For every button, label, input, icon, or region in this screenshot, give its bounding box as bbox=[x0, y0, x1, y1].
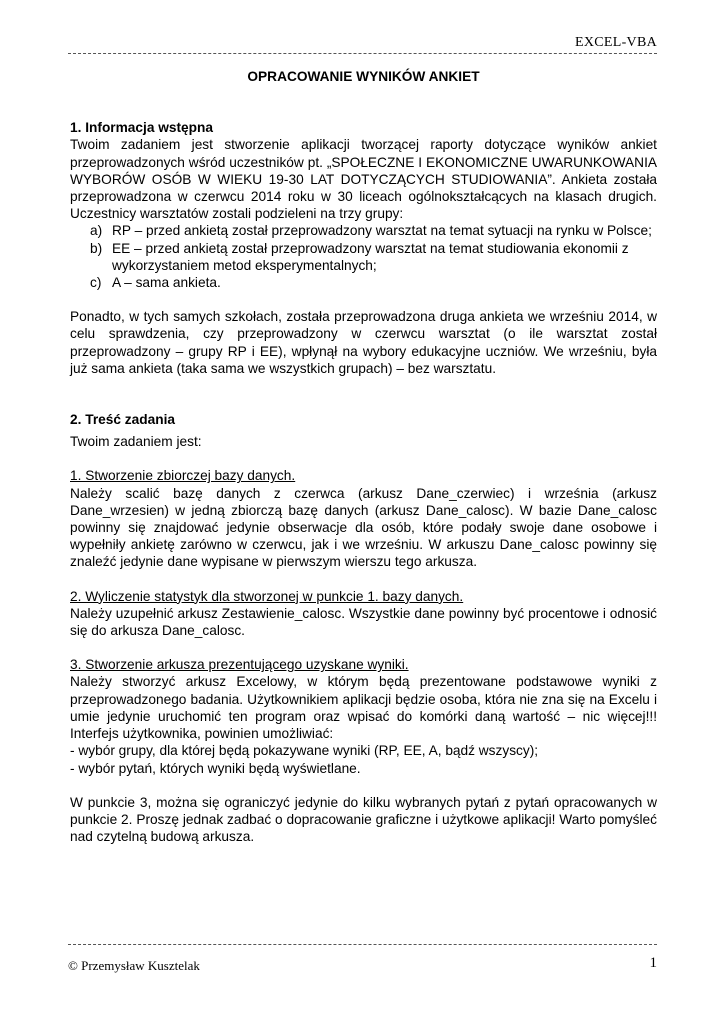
task-title: 2. Wyliczenie statystyk dla stworzonej w punkcie 1. bazy danych. bbox=[70, 588, 464, 604]
list-item bbox=[90, 274, 657, 291]
paragraph: W punkcie 3, można się ograniczyć jedynie do kilku wybranych pytań z pytań opracowanych w punkcie 2. Proszę jednak zadbać o dopracowanie graficzne i użytkowe aplikacji! Warto pomyśleć nad czytelną budową arkusza. bbox=[70, 794, 657, 845]
section-heading: 2. Treść zadania bbox=[70, 412, 175, 428]
list-item bbox=[90, 240, 657, 274]
list-item-text: A – sama ankieta. bbox=[112, 275, 221, 291]
paragraph: Należy stworzyć arkusz Excelowy, w którym będą prezentowane podstawowe wyniki z przeprowadzonego badania. Użytkownikiem aplikacji będzie osoba, która nie zna się na Excelu i umie jedynie uruchomić ten program oraz wpisać do komórki daną wartość – nic więcej!!! Interfejs użytkownika, powinien umożliwiać: bbox=[70, 674, 657, 742]
task-title: 3. Stworzenie arkusza prezentującego uzyskane wyniki. bbox=[70, 657, 409, 673]
document-title: OPRACOWANIE WYNIKÓW ANKIET bbox=[247, 69, 480, 84]
group-list bbox=[70, 222, 657, 291]
list-marker: b) bbox=[90, 240, 103, 256]
paragraph: Twoim zadaniem jest: bbox=[70, 434, 202, 450]
list-item-text: RP – przed ankietą został przeprowadzony warsztat na temat sytuacji na rynku w Polsce; bbox=[112, 223, 652, 239]
page-number: 1 bbox=[649, 955, 657, 971]
document-body bbox=[70, 68, 657, 845]
paragraph: Należy scalić bazę danych z czerwca (arkusz Dane_czerwiec) i września (arkusz Dane_wrzesien) w jedną zbiorczą bazę danych (arkusz Dane_calosc). W bazie Dane_calosc powinny się znajdować jedynie obserwacje dla osób, które podały swoje dane osobowe i wypełniły ankietę zarówno w czerwcu, jak i we wrześniu. W arkuszu Dane_calosc powinny się znaleźć jedynie dane wypisane w pierwszym wierszu tego arkusza. bbox=[70, 485, 657, 570]
paragraph: Należy uzupełnić arkusz Zestawienie_calosc. Wszystkie dane powinny być procentowe i odnosić się do arkusza Dane_calosc. bbox=[70, 605, 657, 639]
header-divider bbox=[68, 53, 657, 54]
header-label: EXCEL-VBA bbox=[574, 35, 657, 50]
task-title: 1. Stworzenie zbiorczej bazy danych. bbox=[70, 468, 296, 484]
list-item: - wybór pytań, których wyniki będą wyświetlane. bbox=[70, 760, 361, 776]
list-item: - wybór grupy, dla której będą pokazywane wyniki (RP, EE, A, bądź wszyscy); bbox=[70, 743, 539, 759]
paragraph: Twoim zadaniem jest stworzenie aplikacji tworzącej raporty dotyczące wyników ankiet przeprowadzonych wśród uczestników pt. „SPOŁECZNE I EKONOMICZNE UWARUNKOWANIA WYBORÓW OSÓB W WIEKU 19-30 LAT DOTYCZĄCYCH STUDIOWANIA”. Ankieta została przeprowadzona w czerwcu 2014 roku w 30 liceach ogólnokształcących na klasach drugich. Uczestnicy warsztatów zostali podzieleni na trzy grupy: bbox=[70, 137, 657, 222]
paragraph: Ponadto, w tych samych szkołach, została przeprowadzona druga ankieta we wrześniu 2014, w celu sprawdzenia, czy przeprowadzony w czerwcu warsztat (o ile warsztat został przeprowadzony – grupy RP i EE), wpłynął na wybory edukacyjne uczniów. We wrześniu, była już sama ankieta (taka sama we wszystkich grupach) – bez warsztatu. bbox=[70, 309, 657, 376]
list-item-text: EE – przed ankietą został przeprowadzony warsztat na temat studiowania ekonomii z wykorzystaniem metod eksperymentalnych; bbox=[112, 240, 629, 273]
footer-author: © Przemysław Kusztelak bbox=[68, 958, 200, 973]
list-item bbox=[90, 222, 657, 239]
list-marker: c) bbox=[90, 275, 102, 291]
footer-divider bbox=[68, 944, 657, 945]
list-marker: a) bbox=[90, 223, 103, 239]
section-heading: 1. Informacja wstępna bbox=[70, 120, 214, 136]
